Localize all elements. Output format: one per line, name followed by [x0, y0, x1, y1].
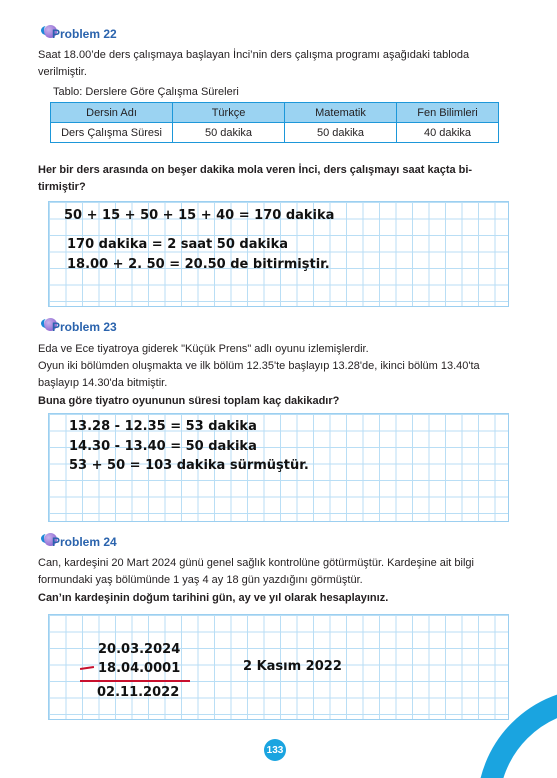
table-cell: 50 dakika [285, 123, 397, 143]
problem-24-text-2: formundaki yaş bölümünde 1 yaş 4 ay 18 gün yazdığını görmüştür. [38, 574, 363, 586]
table-header-row [51, 103, 499, 123]
problem-24-text-1: Can, kardeşini 20 Mart 2024 günü genel sağlık kontrolüne götürmüştür. Kardeşine ait bilgi [38, 557, 474, 569]
table-header-cell: Türkçe [173, 103, 285, 123]
answer-24-final: 2 Kasım 2022 [243, 659, 342, 674]
answer-22-line-3: 18.00 + 2. 50 = 20.50 de bitirmiştir. [67, 257, 330, 272]
corner-arc-decoration [478, 672, 557, 778]
problem-22-text-2: verilmiştir. [38, 66, 87, 78]
answer-22-line-1: 50 + 15 + 50 + 15 + 40 = 170 dakika [64, 208, 335, 223]
answer-23-line-3: 53 + 50 = 103 dakika sürmüştür. [69, 458, 309, 473]
page-number: 133 [264, 739, 286, 761]
problem-23-text-2: Oyun iki bölümden oluşmakta ve ilk bölüm 12.35'te başlayıp 13.28'de, ikinci bölüm 13.40'ta [38, 360, 480, 372]
answer-22-line-2: 170 dakika = 2 saat 50 dakika [67, 237, 289, 252]
problem-24-question: Can’ın kardeşinin doğum tarihini gün, ay ve yıl olarak hesaplayınız. [38, 592, 389, 604]
table-row [51, 123, 499, 143]
table-header-cell: Fen Bilimleri [397, 103, 499, 123]
problem-22-question-1: Her bir ders arasında on beşer dakika mola veren İnci, ders çalışmayı saat kaçta bi- [38, 164, 473, 176]
problem-23-text-3: başlayıp 14.30'da bitmiştir. [38, 377, 168, 389]
answer-24-subtrahend: 18.04.0001 [98, 661, 181, 676]
problem-23-question: Buna göre tiyatro oyununun süresi toplam kaç dakikadır? [38, 395, 340, 407]
problem-23-text-1: Eda ve Ece tiyatroya giderek "Küçük Prens" adlı oyunu izlemişlerdir. [38, 343, 369, 355]
table-cell: 50 dakika [173, 123, 285, 143]
answer-24-result: 02.11.2022 [97, 685, 180, 700]
table-header-cell: Matematik [285, 103, 397, 123]
problem-22-title: Problem 22 [52, 27, 117, 41]
table-cell: Ders Çalışma Süresi [51, 123, 173, 143]
problem-22-text-1: Saat 18.00’de ders çalışmaya başlayan İnci’nin ders çalışma programı aşağıdaki tabloda [38, 49, 470, 61]
table-caption: Tablo: Derslere Göre Çalışma Süreleri [53, 86, 239, 98]
problem-24-title: Problem 24 [52, 535, 117, 549]
answer-23-line-2: 14.30 - 13.40 = 50 dakika [69, 439, 257, 454]
problem-22-question-2: tirmiştir? [38, 181, 86, 193]
subtraction-underline [80, 680, 190, 682]
study-time-table [50, 102, 499, 143]
answer-23-line-1: 13.28 - 12.35 = 53 dakika [69, 419, 257, 434]
answer-24-minuend: 20.03.2024 [98, 642, 181, 657]
problem-23-title: Problem 23 [52, 320, 117, 334]
table-cell: 40 dakika [397, 123, 499, 143]
table-header-cell: Dersin Adı [51, 103, 173, 123]
